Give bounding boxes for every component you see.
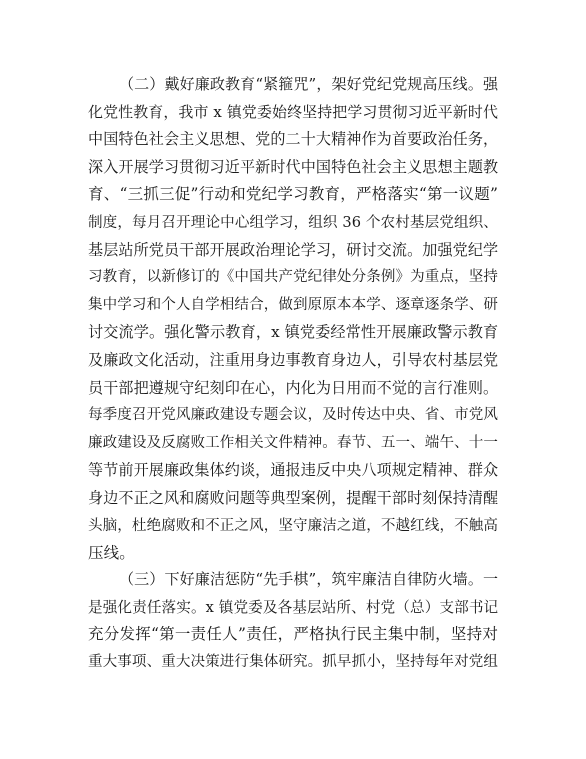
- paragraph-section-2: [88, 71, 498, 568]
- text-line: 及廉政文化活动，注重用身边事教育身边人，引导农村基层党: [88, 350, 499, 369]
- text-line: 化党性教育，我市 x 镇党委始终坚持把学习贯彻习近平新时代: [88, 102, 498, 121]
- text-line: 充分发挥“第一责任人”责任，严格执行民主集中制，坚持对: [88, 625, 498, 644]
- text-line: 员干部把遵规守纪刻印在心，内化为日用而不觉的言行准则。: [88, 378, 499, 397]
- text-line: 身边不正之风和腐败问题等典型案例，提醒干部时刻保持清醒: [88, 488, 499, 507]
- text-line: 每季度召开党风廉政建设专题会议，及时传达中央、省、市党风: [88, 407, 498, 424]
- text-line: 廉政建设及反腐败工作相关文件精神。春节、五一、端午、十一: [88, 434, 498, 451]
- paragraph-section-3: [88, 566, 498, 676]
- text-line: 深入开展学习贯彻习近平新时代中国特色社会主义思想主题教: [88, 157, 499, 176]
- text-line: 是强化责任落实。x 镇党委及各基层站所、村党（总）支部书记: [88, 598, 499, 616]
- text-line: 集中学习和个人自学相结合，做到原原本本学、逐章逐条学、研: [88, 296, 498, 313]
- text-line: 制度，每月召开理论中心组学习，组织 36 个农村基层党组织、: [88, 213, 498, 231]
- text-line: 讨交流学。强化警示教育，x 镇党委经常性开展廉政警示教育: [88, 323, 499, 342]
- text-line: 等节前开展廉政集体约谈，通报违反中央八项规定精神、群众: [88, 461, 499, 480]
- text-line: 压线。: [88, 544, 135, 563]
- text-line: 育、“三抓三促”行动和党纪学习教育，严格落实“第一议题”: [88, 185, 498, 204]
- text-line: 基层站所党员干部开展政治理论学习，研讨交流。加强党纪学: [88, 240, 499, 259]
- text-line: 中国特色社会主义思想、党的二十大精神作为首要政治任务，: [88, 130, 499, 149]
- text-line: 习教育，以新修订的《中国共产党纪律处分条例》为重点，坚持: [88, 269, 498, 286]
- text-line: （三）下好廉洁惩防“先手棋”，筑牢廉洁自律防火墙。一: [119, 570, 499, 588]
- text-line: （二）戴好廉政教育“紧箍咒”，架好党纪党规高压线。强: [119, 75, 499, 93]
- text-line: 头脑，杜绝腐败和不正之风，坚守廉洁之道，不越红线，不触高: [88, 517, 498, 534]
- text-line: 重大事项、重大决策进行集体研究。抓早抓小，坚持每年对党组: [88, 653, 498, 670]
